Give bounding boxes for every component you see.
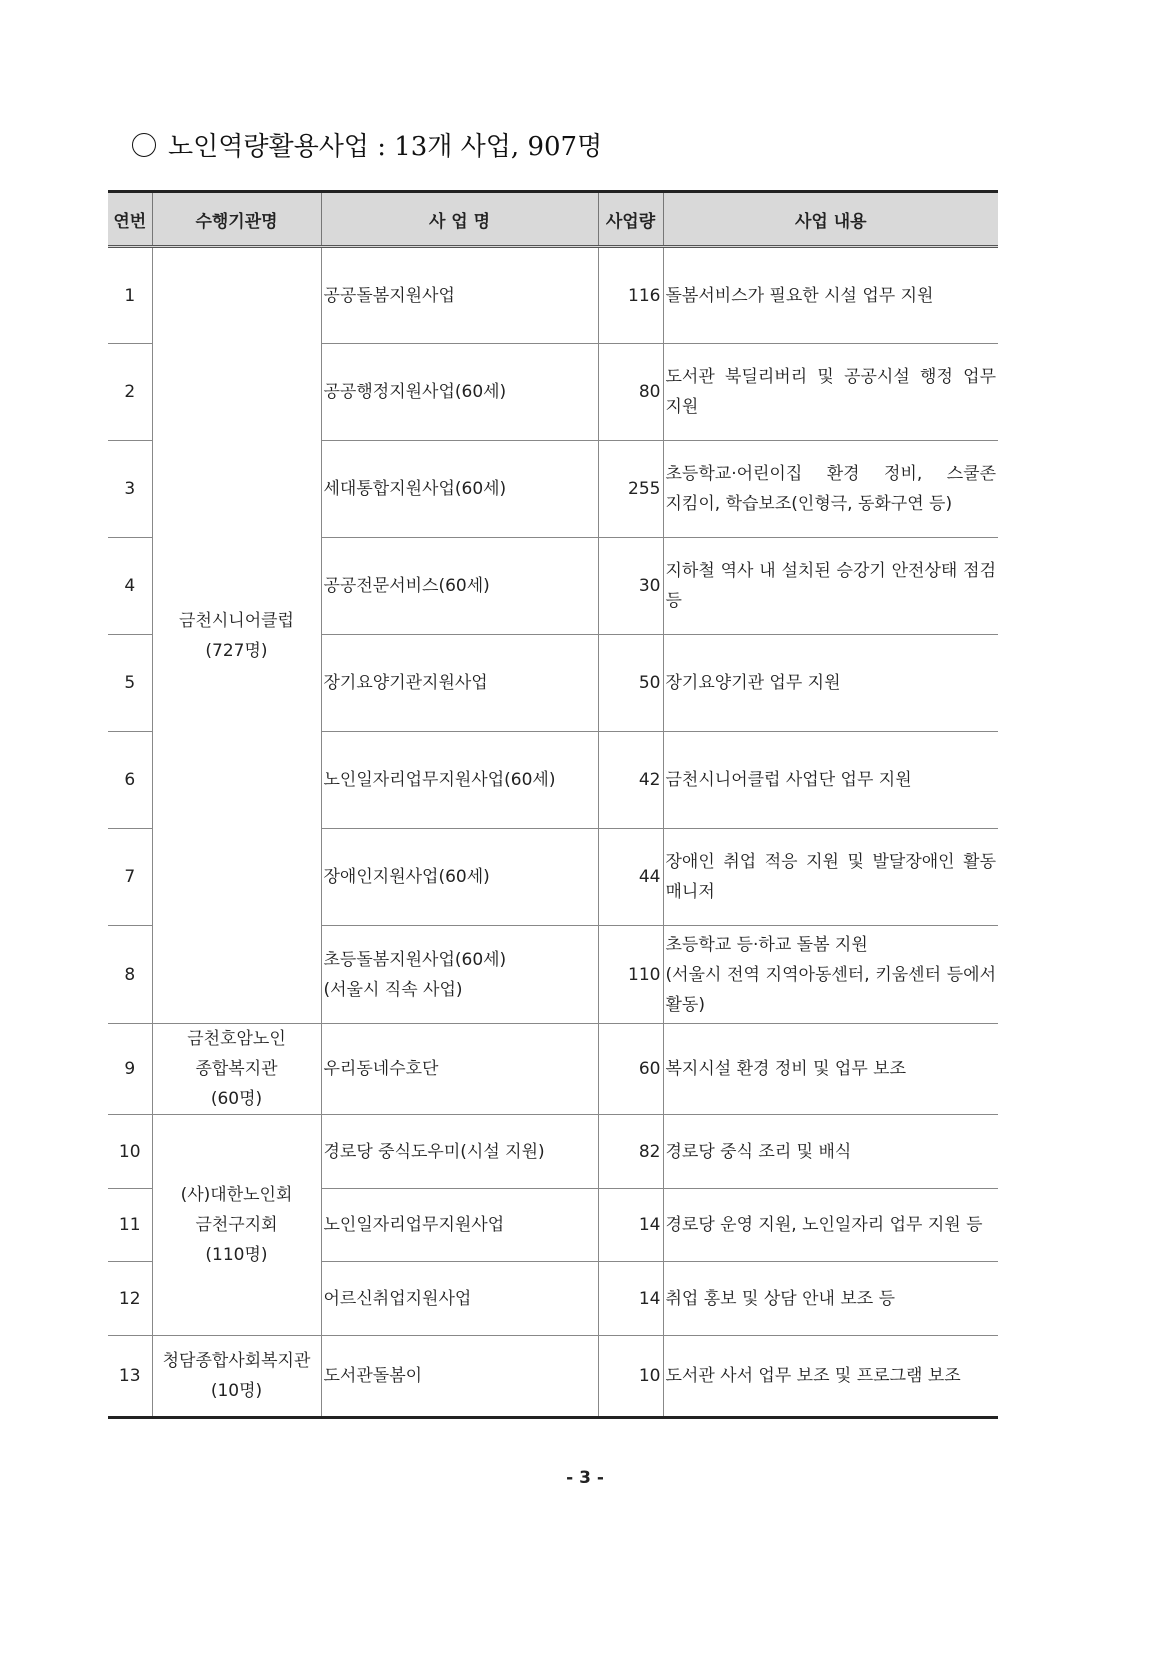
program-name: 공공전문서비스(60세)	[321, 538, 598, 635]
program-description: 경로당 중식 조리 및 배식	[663, 1115, 998, 1189]
row-number: 2	[108, 344, 152, 441]
header-qty: 사업량	[598, 192, 663, 247]
row-number: 8	[108, 926, 152, 1024]
header-name: 사 업 명	[321, 192, 598, 247]
org-name: (사)대한노인회 금천구지회 (110명)	[152, 1115, 321, 1336]
row-number: 10	[108, 1115, 152, 1189]
section-title	[132, 126, 602, 163]
program-name: 노인일자리업무지원사업	[321, 1189, 598, 1262]
program-name: 장기요양기관지원사업	[321, 635, 598, 732]
row-number: 11	[108, 1189, 152, 1262]
program-description: 복지시설 환경 정비 및 업무 보조	[663, 1024, 998, 1115]
table-row	[108, 1336, 998, 1418]
program-name: 노인일자리업무지원사업(60세)	[321, 732, 598, 829]
program-table	[108, 190, 998, 1419]
table-header	[108, 192, 998, 247]
program-description: 초등학교 등·하교 돌봄 지원 (서울시 전역 지역아동센터, 키움센터 등에서 활동)	[663, 926, 998, 1024]
table-row	[108, 247, 998, 344]
program-name: 초등돌봄지원사업(60세) (서울시 직속 사업)	[321, 926, 598, 1024]
program-quantity: 110	[598, 926, 663, 1024]
program-quantity: 30	[598, 538, 663, 635]
row-number: 4	[108, 538, 152, 635]
program-quantity: 82	[598, 1115, 663, 1189]
program-name: 공공돌봄지원사업	[321, 247, 598, 344]
row-number: 6	[108, 732, 152, 829]
program-description: 도서관 북딜리버리 및 공공시설 행정 업무 지원	[663, 344, 998, 441]
page-number: - 3 -	[566, 1468, 604, 1488]
program-description: 지하철 역사 내 설치된 승강기 안전상태 점검 등	[663, 538, 998, 635]
program-name: 공공행정지원사업(60세)	[321, 344, 598, 441]
org-name: 금천시니어클럽 (727명)	[152, 247, 321, 1024]
circle-bullet-icon	[132, 133, 156, 157]
header-desc: 사업 내용	[663, 192, 998, 247]
program-quantity: 42	[598, 732, 663, 829]
org-name: 청담종합사회복지관 (10명)	[152, 1336, 321, 1418]
program-name: 어르신취업지원사업	[321, 1262, 598, 1336]
header-no: 연번	[108, 192, 152, 247]
program-name: 경로당 중식도우미(시설 지원)	[321, 1115, 598, 1189]
row-number: 7	[108, 829, 152, 926]
table-row	[108, 1115, 998, 1189]
program-quantity: 14	[598, 1262, 663, 1336]
program-name: 장애인지원사업(60세)	[321, 829, 598, 926]
program-name: 도서관돌봄이	[321, 1336, 598, 1418]
row-number: 12	[108, 1262, 152, 1336]
row-number: 3	[108, 441, 152, 538]
row-number: 13	[108, 1336, 152, 1418]
row-number: 5	[108, 635, 152, 732]
program-quantity: 50	[598, 635, 663, 732]
program-description: 도서관 사서 업무 보조 및 프로그램 보조	[663, 1336, 998, 1418]
row-number: 9	[108, 1024, 152, 1115]
program-description: 돌봄서비스가 필요한 시설 업무 지원	[663, 247, 998, 344]
program-name: 세대통합지원사업(60세)	[321, 441, 598, 538]
program-description: 장애인 취업 적응 지원 및 발달장애인 활동 매니저	[663, 829, 998, 926]
program-quantity: 14	[598, 1189, 663, 1262]
org-name: 금천호암노인 종합복지관 (60명)	[152, 1024, 321, 1115]
program-quantity: 255	[598, 441, 663, 538]
header-org: 수행기관명	[152, 192, 321, 247]
program-quantity: 10	[598, 1336, 663, 1418]
row-number: 1	[108, 247, 152, 344]
program-quantity: 80	[598, 344, 663, 441]
program-description: 금천시니어클럽 사업단 업무 지원	[663, 732, 998, 829]
title-text: 노인역량활용사업 : 13개 사업, 907명	[168, 132, 603, 162]
program-description: 경로당 운영 지원, 노인일자리 업무 지원 등	[663, 1189, 998, 1262]
program-description: 초등학교·어린이집 환경 정비, 스쿨존 지킴이, 학습보조(인형극, 동화구연 등)	[663, 441, 998, 538]
program-quantity: 116	[598, 247, 663, 344]
program-description: 취업 홍보 및 상담 안내 보조 등	[663, 1262, 998, 1336]
program-quantity: 60	[598, 1024, 663, 1115]
program-quantity: 44	[598, 829, 663, 926]
program-name: 우리동네수호단	[321, 1024, 598, 1115]
program-description: 장기요양기관 업무 지원	[663, 635, 998, 732]
table-row	[108, 1024, 998, 1115]
